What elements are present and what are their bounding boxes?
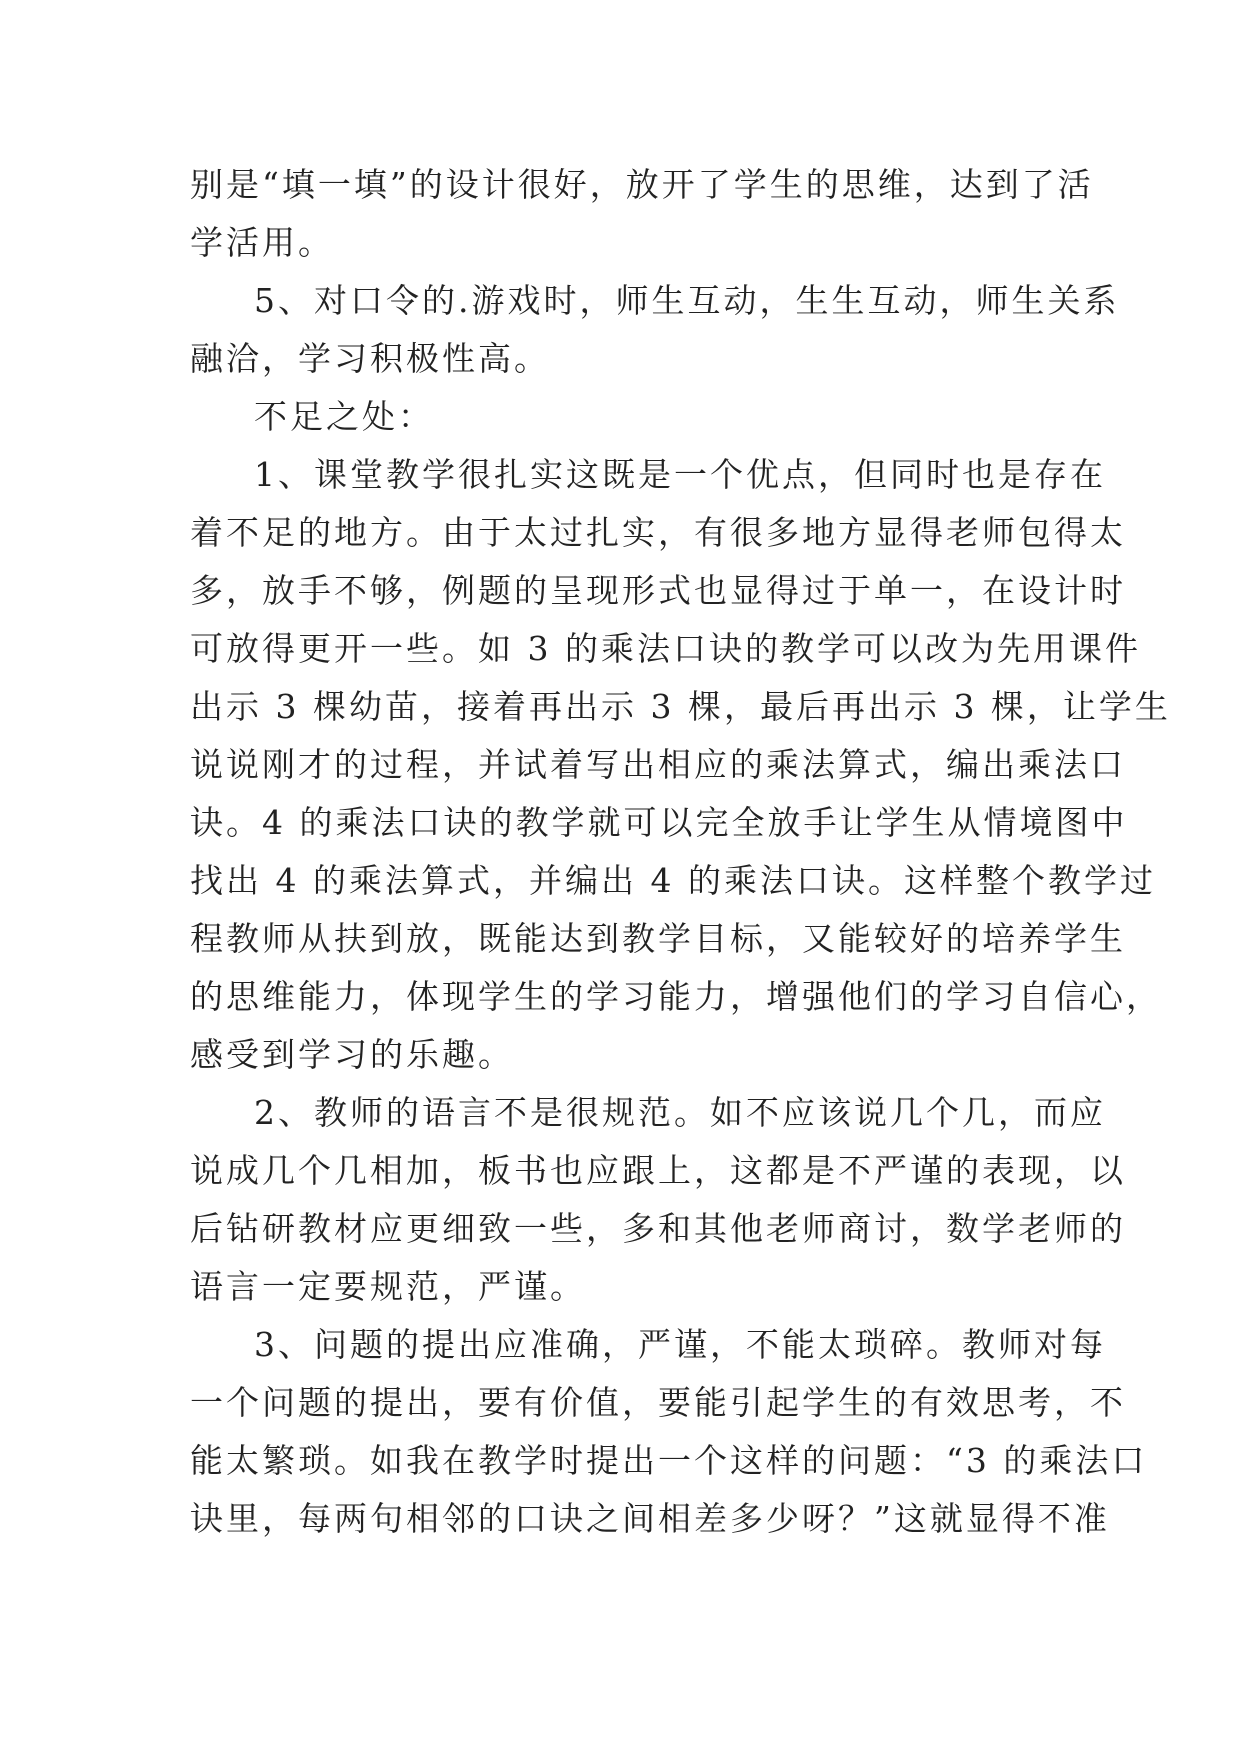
paragraph-item-2: 2、教师的语言不是很规范。如不应该说几个几，而应 xyxy=(254,1093,1106,1132)
text-line: 程教师从扶到放，既能达到教学目标，又能较好的培养学生 xyxy=(190,919,1126,958)
paragraph-item-1: 1、课堂教学很扎实这既是一个优点，但同时也是存在 xyxy=(254,455,1106,494)
text-line: 融洽，学习积极性高。 xyxy=(190,339,550,378)
section-heading: 不足之处： xyxy=(254,397,434,436)
text-line: 学活用。 xyxy=(190,223,334,262)
text-line: 的思维能力，体现学生的学习能力，增强他们的学习自信心， xyxy=(190,977,1162,1016)
text-line: 着不足的地方。由于太过扎实，有很多地方显得老师包得太 xyxy=(190,513,1126,552)
text-line: 说说刚才的过程，并试着写出相应的乘法算式，编出乘法口 xyxy=(190,745,1126,784)
paragraph-item-5: 5、对口令的.游戏时，师生互动，生生互动，师生关系 xyxy=(254,281,1120,320)
text-line: 一个问题的提出，要有价值，要能引起学生的有效思考，不 xyxy=(190,1383,1126,1422)
text-line: 多，放手不够，例题的呈现形式也显得过于单一，在设计时 xyxy=(190,571,1126,610)
text-line: 感受到学习的乐趣。 xyxy=(190,1035,514,1074)
text-line: 诀。4 的乘法口诀的教学就可以完全放手让学生从情境图中 xyxy=(190,803,1128,842)
text-line: 别是“填一填”的设计很好，放开了学生的思维，达到了活 xyxy=(190,165,1094,204)
text-line: 能太繁琐。如我在教学时提出一个这样的问题：“3 的乘法口 xyxy=(190,1441,1148,1480)
text-line: 后钻研教材应更细致一些，多和其他老师商讨，数学老师的 xyxy=(190,1209,1126,1248)
text-line: 诀里，每两句相邻的口诀之间相差多少呀？”这就显得不准 xyxy=(190,1499,1110,1538)
text-line: 说成几个几相加，板书也应跟上，这都是不严谨的表现，以 xyxy=(190,1151,1126,1190)
text-line: 出示 3 棵幼苗，接着再出示 3 棵，最后再出示 3 棵，让学生 xyxy=(190,687,1171,726)
text-line: 可放得更开一些。如 3 的乘法口诀的教学可以改为先用课件 xyxy=(190,629,1141,668)
paragraph-item-3: 3、问题的提出应准确，严谨，不能太琐碎。教师对每 xyxy=(254,1325,1106,1364)
text-line: 找出 4 的乘法算式，并编出 4 的乘法口诀。这样整个教学过 xyxy=(190,861,1156,900)
text-line: 语言一定要规范，严谨。 xyxy=(190,1267,586,1306)
